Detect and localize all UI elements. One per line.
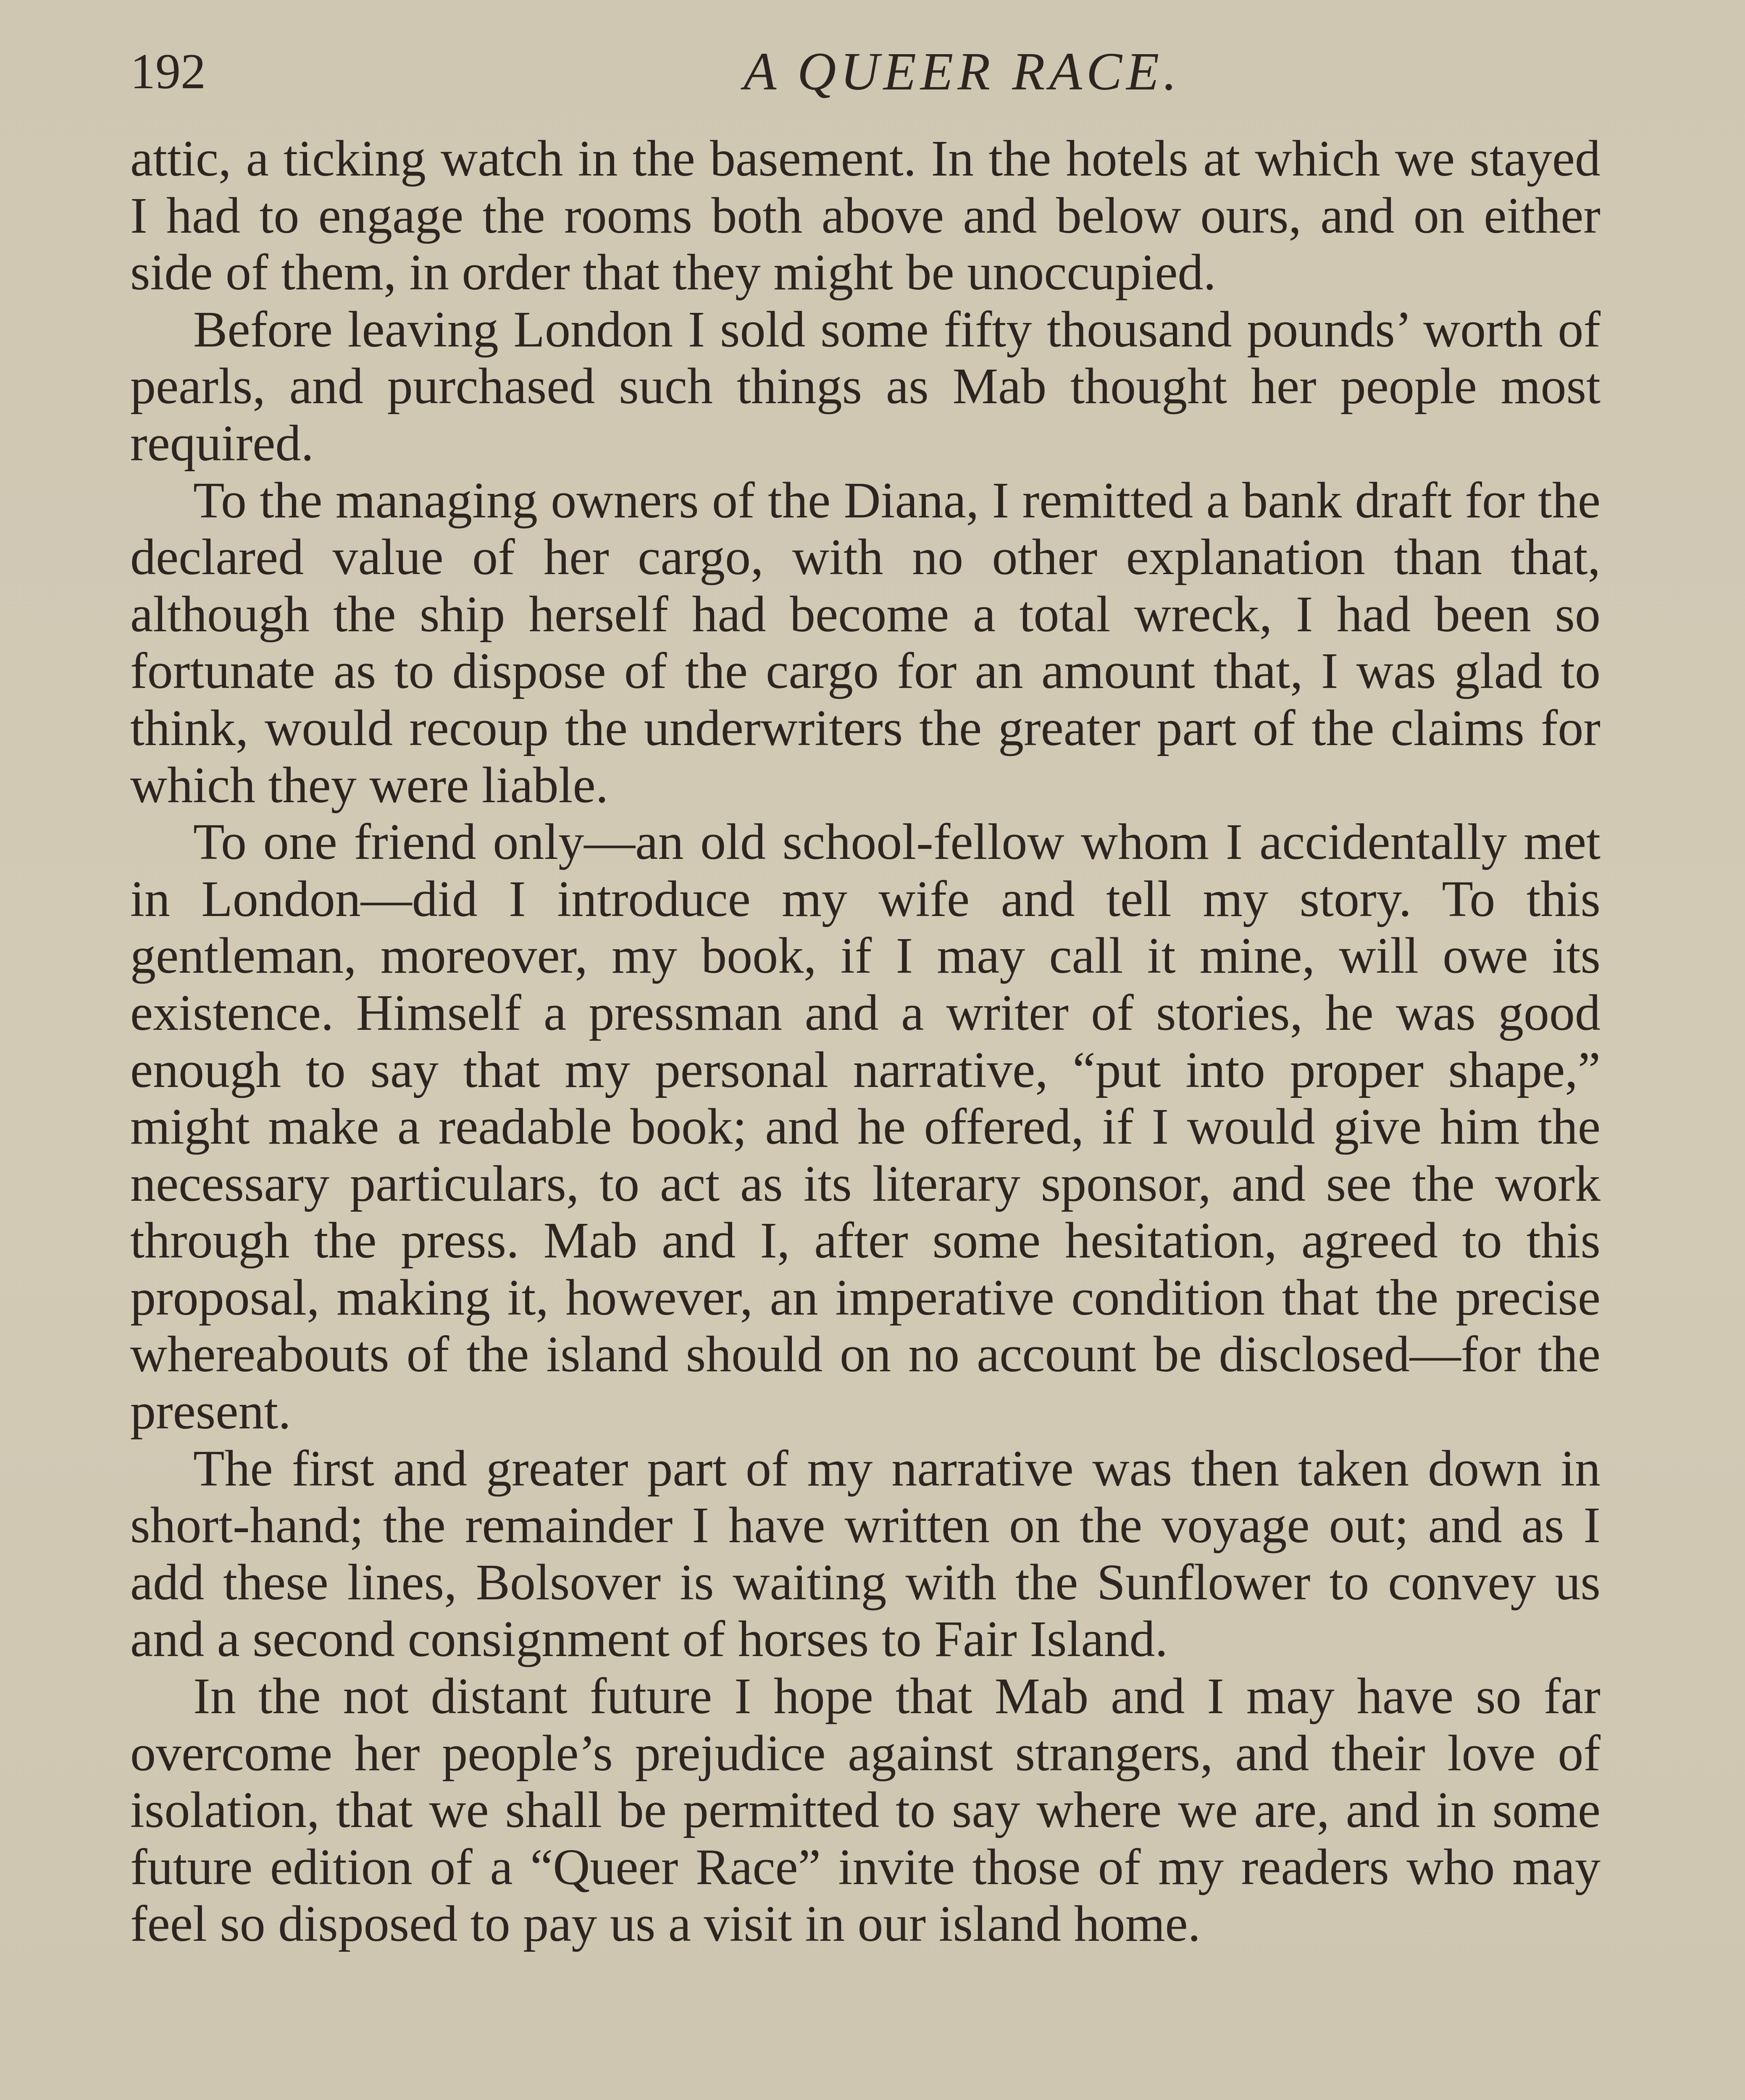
- running-head: A QUEER RACE.: [744, 42, 1181, 101]
- paragraph: The first and greater part of my narrative was then taken down in short-hand; the remainder I have written on the voyage out; and as I add these lines, Bolsover is waiting with the Sunflower to convey us and a second consignment of horses to Fair Island.: [130, 1440, 1600, 1668]
- paragraph: To one friend only—an old school-fellow whom I accidentally met in London—did I introduce my wife and tell my story. To this gentleman, moreover, my book, if I may call it mine, will owe its existence. Himself a pressman and a writer of stories, he was good enough to say that my personal narrative, “put into proper shape,” might make a readable book; and he offered, if I would give him the necessary particulars, to act as its literary sponsor, and see the work through the press. Mab and I, after some hesitation, agreed to this proposal, making it, however, an imperative condition that the precise whereabouts of the island should on no account be disclosed—for the present.: [130, 814, 1600, 1440]
- paragraph: Before leaving London I sold some fifty thousand pounds’ worth of pearls, and purchased such things as Mab thought her people most required.: [130, 301, 1600, 472]
- body-text: [130, 130, 1600, 1953]
- paragraph: In the not distant future I hope that Mab and I may have so far overcome her people’s prejudice against strangers, and their love of isolation, that we shall be permitted to say where we are, and in some future edition of a “Queer Race” invite those of my readers who may feel so disposed to pay us a visit in our island home.: [130, 1668, 1600, 1953]
- paragraph: To the managing owners of the Diana, I remitted a bank draft for the declared value of her cargo, with no other explanation than that, although the ship herself had become a total wreck, I had been so fortunate as to dispose of the cargo for an amount that, I was glad to think, would recoup the underwriters the greater part of the claims for which they were liable.: [130, 472, 1600, 814]
- page-header: [130, 38, 1600, 105]
- paragraph: attic, a ticking watch in the basement. In the hotels at which we stayed I had to engage the rooms both above and below ours, and on either side of them, in order that they might be unoccupied.: [130, 130, 1600, 301]
- page-number: 192: [130, 43, 206, 99]
